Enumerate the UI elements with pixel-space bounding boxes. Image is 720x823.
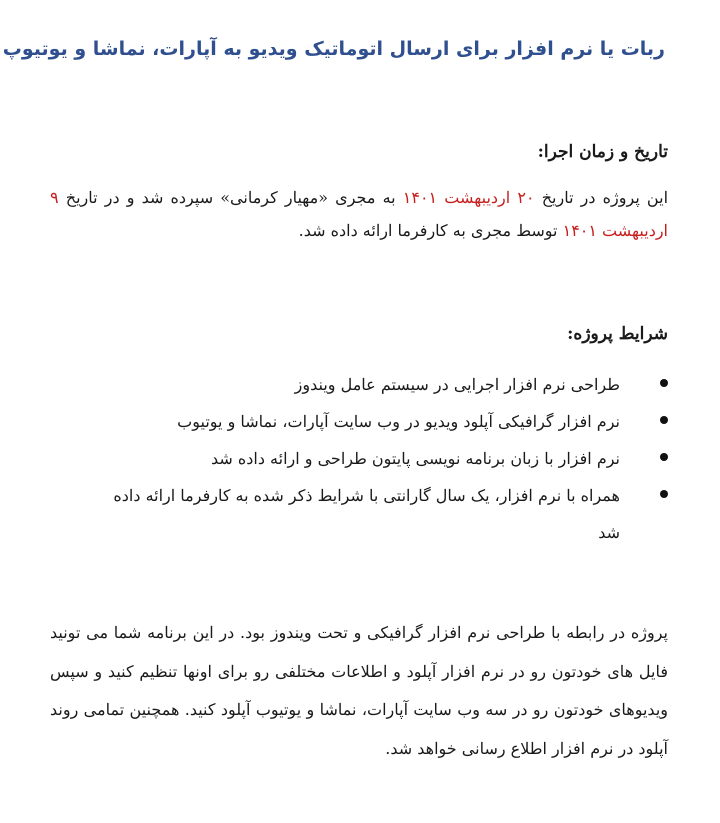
document-title: ربات یا نرم افزار برای ارسال اتوماتیک ویدیو به آپارات، نماشا و یوتیوپ [2,38,665,60]
bullet-icon [660,416,668,424]
list-item [88,403,668,440]
bullet-icon [660,490,668,498]
bullet-icon [660,453,668,461]
execution-paragraph [50,181,668,247]
list-item [88,366,668,403]
execution-heading: تاریخ و زمان اجرا: [537,142,668,162]
list-item [88,477,668,551]
conditions-list [88,366,668,551]
list-item-text: نرم افزار با زبان برنامه نویسی پایتون طراحی و ارائه داده شد [210,449,620,468]
body-paragraph: پروژه در رابطه با طراحی نرم افزار گرافیکی و تحت ویندوز بود. در این برنامه شما می تونید فایل های خودتون رو در نرم افزار آپلود و اطلاعات مختلفی رو برای اونها تنظیم کنید و سپس ویدیوهای خودتون رو در سه وب سایت آپارات، نماشا و یوتیوب آپلود کنید. همچنین تمامی روند آپلود در نرم افزار اطلاع رسانی خواهد شد. [50,623,668,758]
conditions-heading: شرایط پروژه: [567,324,668,344]
list-item-text: طراحی نرم افزار اجرایی در سیستم عامل ویندوز [294,375,620,394]
execution-text-1: این پروژه در تاریخ [534,188,669,207]
delivery-date: ۹ اردیبهشت ۱۴۰۱ [50,188,668,240]
list-item-text: همراه با نرم افزار، یک سال گارانتی با شرایط ذکر شده به کارفرما ارائه داده شد [113,486,620,542]
execution-text-2: به مجری «مهیار کرمانی» سپرده شد و در تاریخ [58,188,403,207]
execution-text-3: توسط مجری به کارفرما ارائه داده شد. [298,221,563,240]
assignment-date: ۲۰ اردیبهشت ۱۴۰۱ [402,188,535,207]
bullet-icon [660,379,668,387]
list-item-text: نرم افزار گرافیکی آپلود ویدیو در وب سایت آپارات، نماشا و یوتیوب [177,412,620,431]
list-item [88,440,668,477]
